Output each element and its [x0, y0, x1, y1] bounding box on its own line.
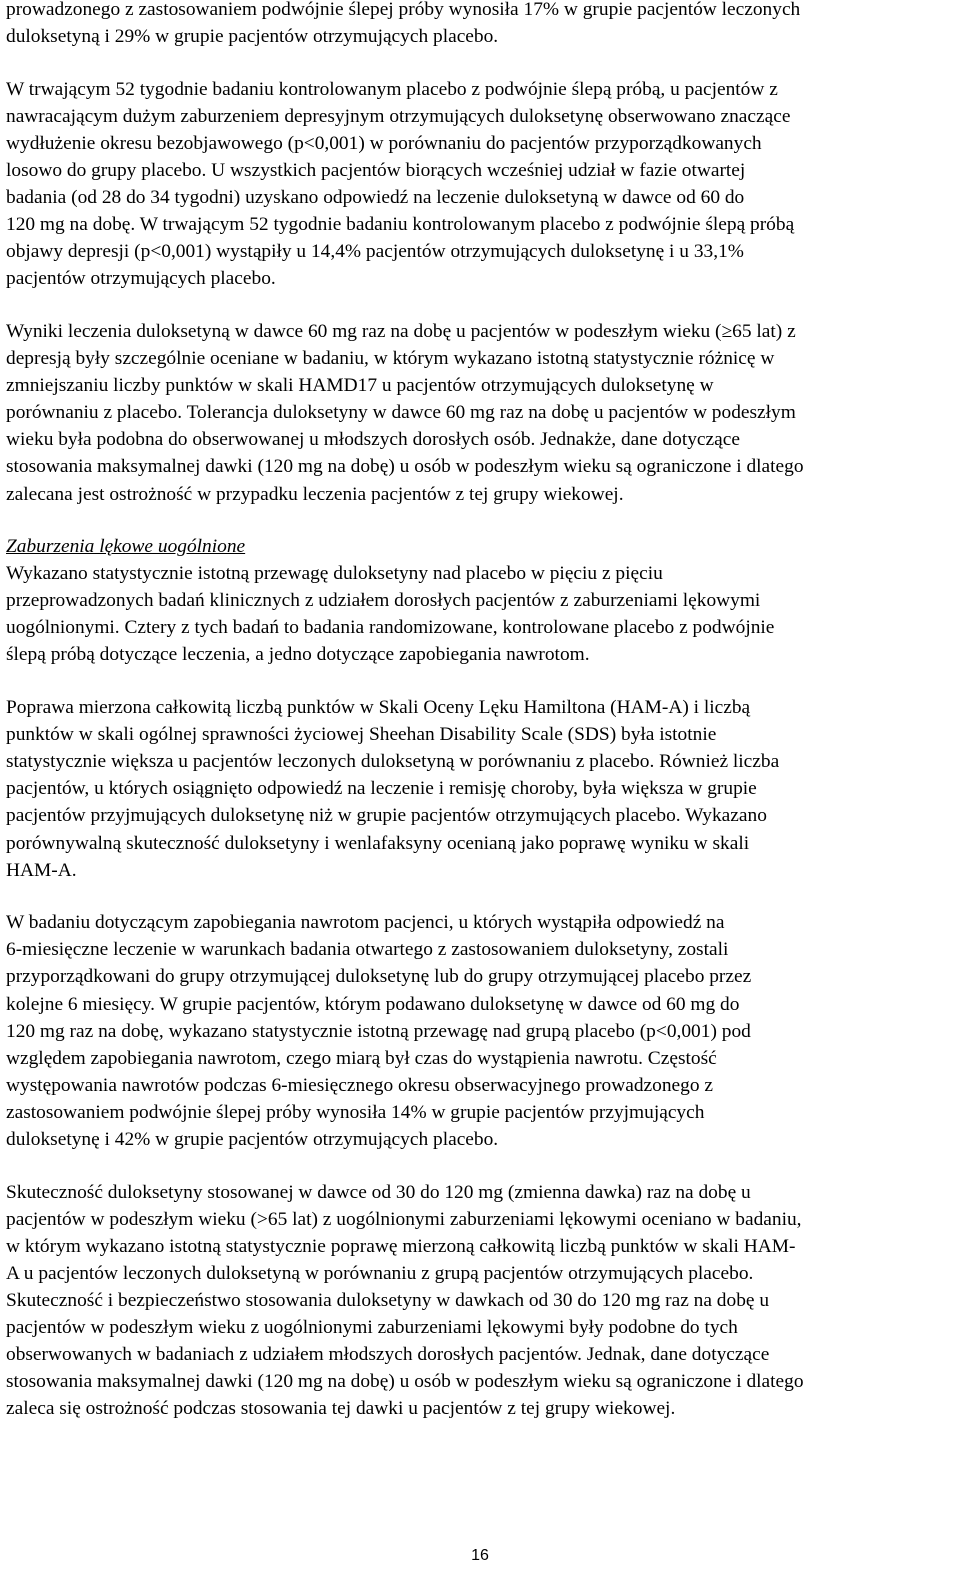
- paragraph: [6, 909, 956, 1153]
- text-line: W badaniu dotyczącym zapobiegania nawrotom pacjenci, u których wystąpiła odpowiedź na: [6, 912, 725, 934]
- text-line: ślepą próbą dotyczące leczenia, a jedno dotyczące zapobiegania nawrotom.: [6, 644, 590, 666]
- text-line: stosowania maksymalnej dawki (120 mg na dobę) u osób w podeszłym wieku są ograniczone i dlatego: [6, 1371, 804, 1393]
- text-line: względem zapobiegania nawrotom, czego miarą był czas do wystąpienia nawrotu. Częstość: [6, 1047, 717, 1069]
- text-line: 6-miesięczne leczenie w warunkach badania otwartego z zastosowaniem duloksetyny, zostali: [6, 939, 729, 961]
- text-line: wieku była podobna do obserwowanej u młodszych dorosłych osób. Jednakże, dane dotyczące: [6, 429, 740, 451]
- text-line: zaleca się ostrożność podczas stosowania tej dawki u pacjentów z tej grupy wiekowej.: [6, 1398, 676, 1420]
- paragraph: [6, 76, 956, 293]
- text-line: badania (od 28 do 34 tygodni) uzyskano odpowiedź na leczenie duloksetyną w dawce od 60 do: [6, 187, 745, 209]
- text-line: depresją były szczególnie oceniane w badaniu, w którym wykazano istotną statystycznie różnicę w: [6, 348, 775, 370]
- text-line: statystycznie większa u pacjentów leczonych duloksetyną w porównaniu z placebo. Również liczba: [6, 751, 780, 773]
- text-line: przyporządkowani do grupy otrzymującej duloksetynę lub do grupy otrzymującej placebo przez: [6, 966, 752, 988]
- text-line: A u pacjentów leczonych duloksetyną w porównaniu z grupą pacjentów otrzymujących placebo.: [6, 1262, 754, 1284]
- paragraph: [6, 1179, 956, 1423]
- text-line: wydłużenie okresu bezobjawowego (p<0,001) w porównaniu do pacjentów przyporządkowanych: [6, 132, 762, 154]
- paragraph: [6, 0, 956, 50]
- text-line: 120 mg na dobę. W trwającym 52 tygodnie badaniu kontrolowanym placebo z podwójnie ślepą próbą: [6, 214, 795, 236]
- text-line: duloksetynę i 42% w grupie pacjentów otrzymujących placebo.: [6, 1128, 499, 1150]
- paragraph-spacer: [6, 669, 956, 695]
- text-line: punktów w skali ogólnej sprawności życiowej Sheehan Disability Scale (SDS) była istotnie: [6, 724, 717, 746]
- text-line: duloksetyną i 29% w grupie pacjentów otrzymujących placebo.: [6, 26, 499, 48]
- text-line: nawracającym dużym zaburzeniem depresyjnym otrzymujących duloksetynę obserwowano znaczące: [6, 105, 791, 127]
- paragraph-spacer: [6, 1153, 956, 1179]
- text-line: stosowania maksymalnej dawki (120 mg na dobę) u osób w podeszłym wieku są ograniczone i dlatego: [6, 456, 804, 478]
- text-line: Skuteczność i bezpieczeństwo stosowania duloksetyny w dawkach od 30 do 120 mg raz na dobę u: [6, 1289, 770, 1311]
- section-paragraph: [6, 533, 956, 668]
- text-line: uogólnionymi. Cztery z tych badań to badania randomizowane, kontrolowane placebo z podwójnie: [6, 617, 775, 639]
- paragraph-spacer: [6, 50, 956, 76]
- document-body: [6, 0, 956, 1422]
- text-line: występowania nawrotów podczas 6-miesięcznego okresu obserwacyjnego prowadzonego z: [6, 1074, 713, 1096]
- text-line: pacjentów otrzymujących placebo.: [6, 268, 276, 290]
- paragraph: [6, 318, 956, 508]
- text-line: obserwowanych w badaniach z udziałem młodszych dorosłych pacjentów. Jednak, dane dotyczące: [6, 1344, 770, 1366]
- text-line: Wyniki leczenia duloksetyną w dawce 60 mg raz na dobę u pacjentów w podeszłym wieku (≥65 lat) z: [6, 320, 796, 342]
- paragraph-spacer: [6, 508, 956, 534]
- paragraph-spacer: [6, 292, 956, 318]
- text-line: losowo do grupy placebo. U wszystkich pacjentów biorących wcześniej udział w fazie otwartej: [6, 159, 746, 181]
- text-line: zalecana jest ostrożność w przypadku leczenia pacjentów z tej grupy wiekowej.: [6, 483, 624, 505]
- text-line: porównaniu z placebo. Tolerancja duloksetyny w dawce 60 mg raz na dobę u pacjentów w podeszłym: [6, 402, 796, 424]
- text-line: zastosowaniem podwójnie ślepej próby wynosiła 14% w grupie pacjentów przyjmujących: [6, 1101, 705, 1123]
- paragraph: [6, 694, 956, 884]
- text-line: Wykazano statystycznie istotną przewagę duloksetyny nad placebo w pięciu z pięciu: [6, 563, 663, 585]
- section-heading: Zaburzenia lękowe uogólnione: [6, 536, 246, 558]
- text-line: pacjentów w podeszłym wieku (>65 lat) z uogólnionymi zaburzeniami lękowymi oceniano w badaniu,: [6, 1208, 802, 1230]
- text-line: pacjentów w podeszłym wieku z uogólnionymi zaburzeniami lękowymi były podobne do tych: [6, 1317, 738, 1339]
- text-line: objawy depresji (p<0,001) wystąpiły u 14,4% pacjentów otrzymujących duloksetynę i u 33,1%: [6, 241, 744, 263]
- text-line: pacjentów przyjmujących duloksetynę niż w grupie pacjentów otrzymujących placebo. Wykazano: [6, 805, 767, 827]
- text-line: porównywalną skuteczność duloksetyny i wenlafaksyny ocenianą jako poprawę wyniku w skali: [6, 832, 750, 854]
- text-line: Skuteczność duloksetyny stosowanej w dawce od 30 do 120 mg (zmienna dawka) raz na dobę u: [6, 1181, 751, 1203]
- text-line: pacjentów, u których osiągnięto odpowiedź na leczenie i remisję choroby, była większa w grupie: [6, 778, 757, 800]
- text-line: przeprowadzonych badań klinicznych z udziałem dorosłych pacjentów z zaburzeniami lękowymi: [6, 590, 761, 612]
- text-line: kolejne 6 miesięcy. W grupie pacjentów, którym podawano duloksetynę w dawce od 60 mg do: [6, 993, 740, 1015]
- text-line: w którym wykazano istotną statystycznie poprawę mierzoną całkowitą liczbą punktów w skali HAM-: [6, 1235, 796, 1257]
- text-line: 120 mg raz na dobę, wykazano statystycznie istotną przewagę nad grupą placebo (p<0,001) pod: [6, 1020, 751, 1042]
- text-line: HAM-A.: [6, 859, 77, 881]
- text-line: Poprawa mierzona całkowitą liczbą punktów w Skali Oceny Lęku Hamiltona (HAM-A) i liczbą: [6, 697, 751, 719]
- text-line: prowadzonego z zastosowaniem podwójnie ślepej próby wynosiła 17% w grupie pacjentów leczonych: [6, 0, 801, 20]
- paragraph-spacer: [6, 884, 956, 910]
- page-number: 16: [471, 1547, 489, 1564]
- text-line: W trwającym 52 tygodnie badaniu kontrolowanym placebo z podwójnie ślepą próbą, u pacjentów z: [6, 78, 778, 100]
- text-line: zmniejszaniu liczby punktów w skali HAMD17 u pacjentów otrzymujących duloksetynę w: [6, 375, 714, 397]
